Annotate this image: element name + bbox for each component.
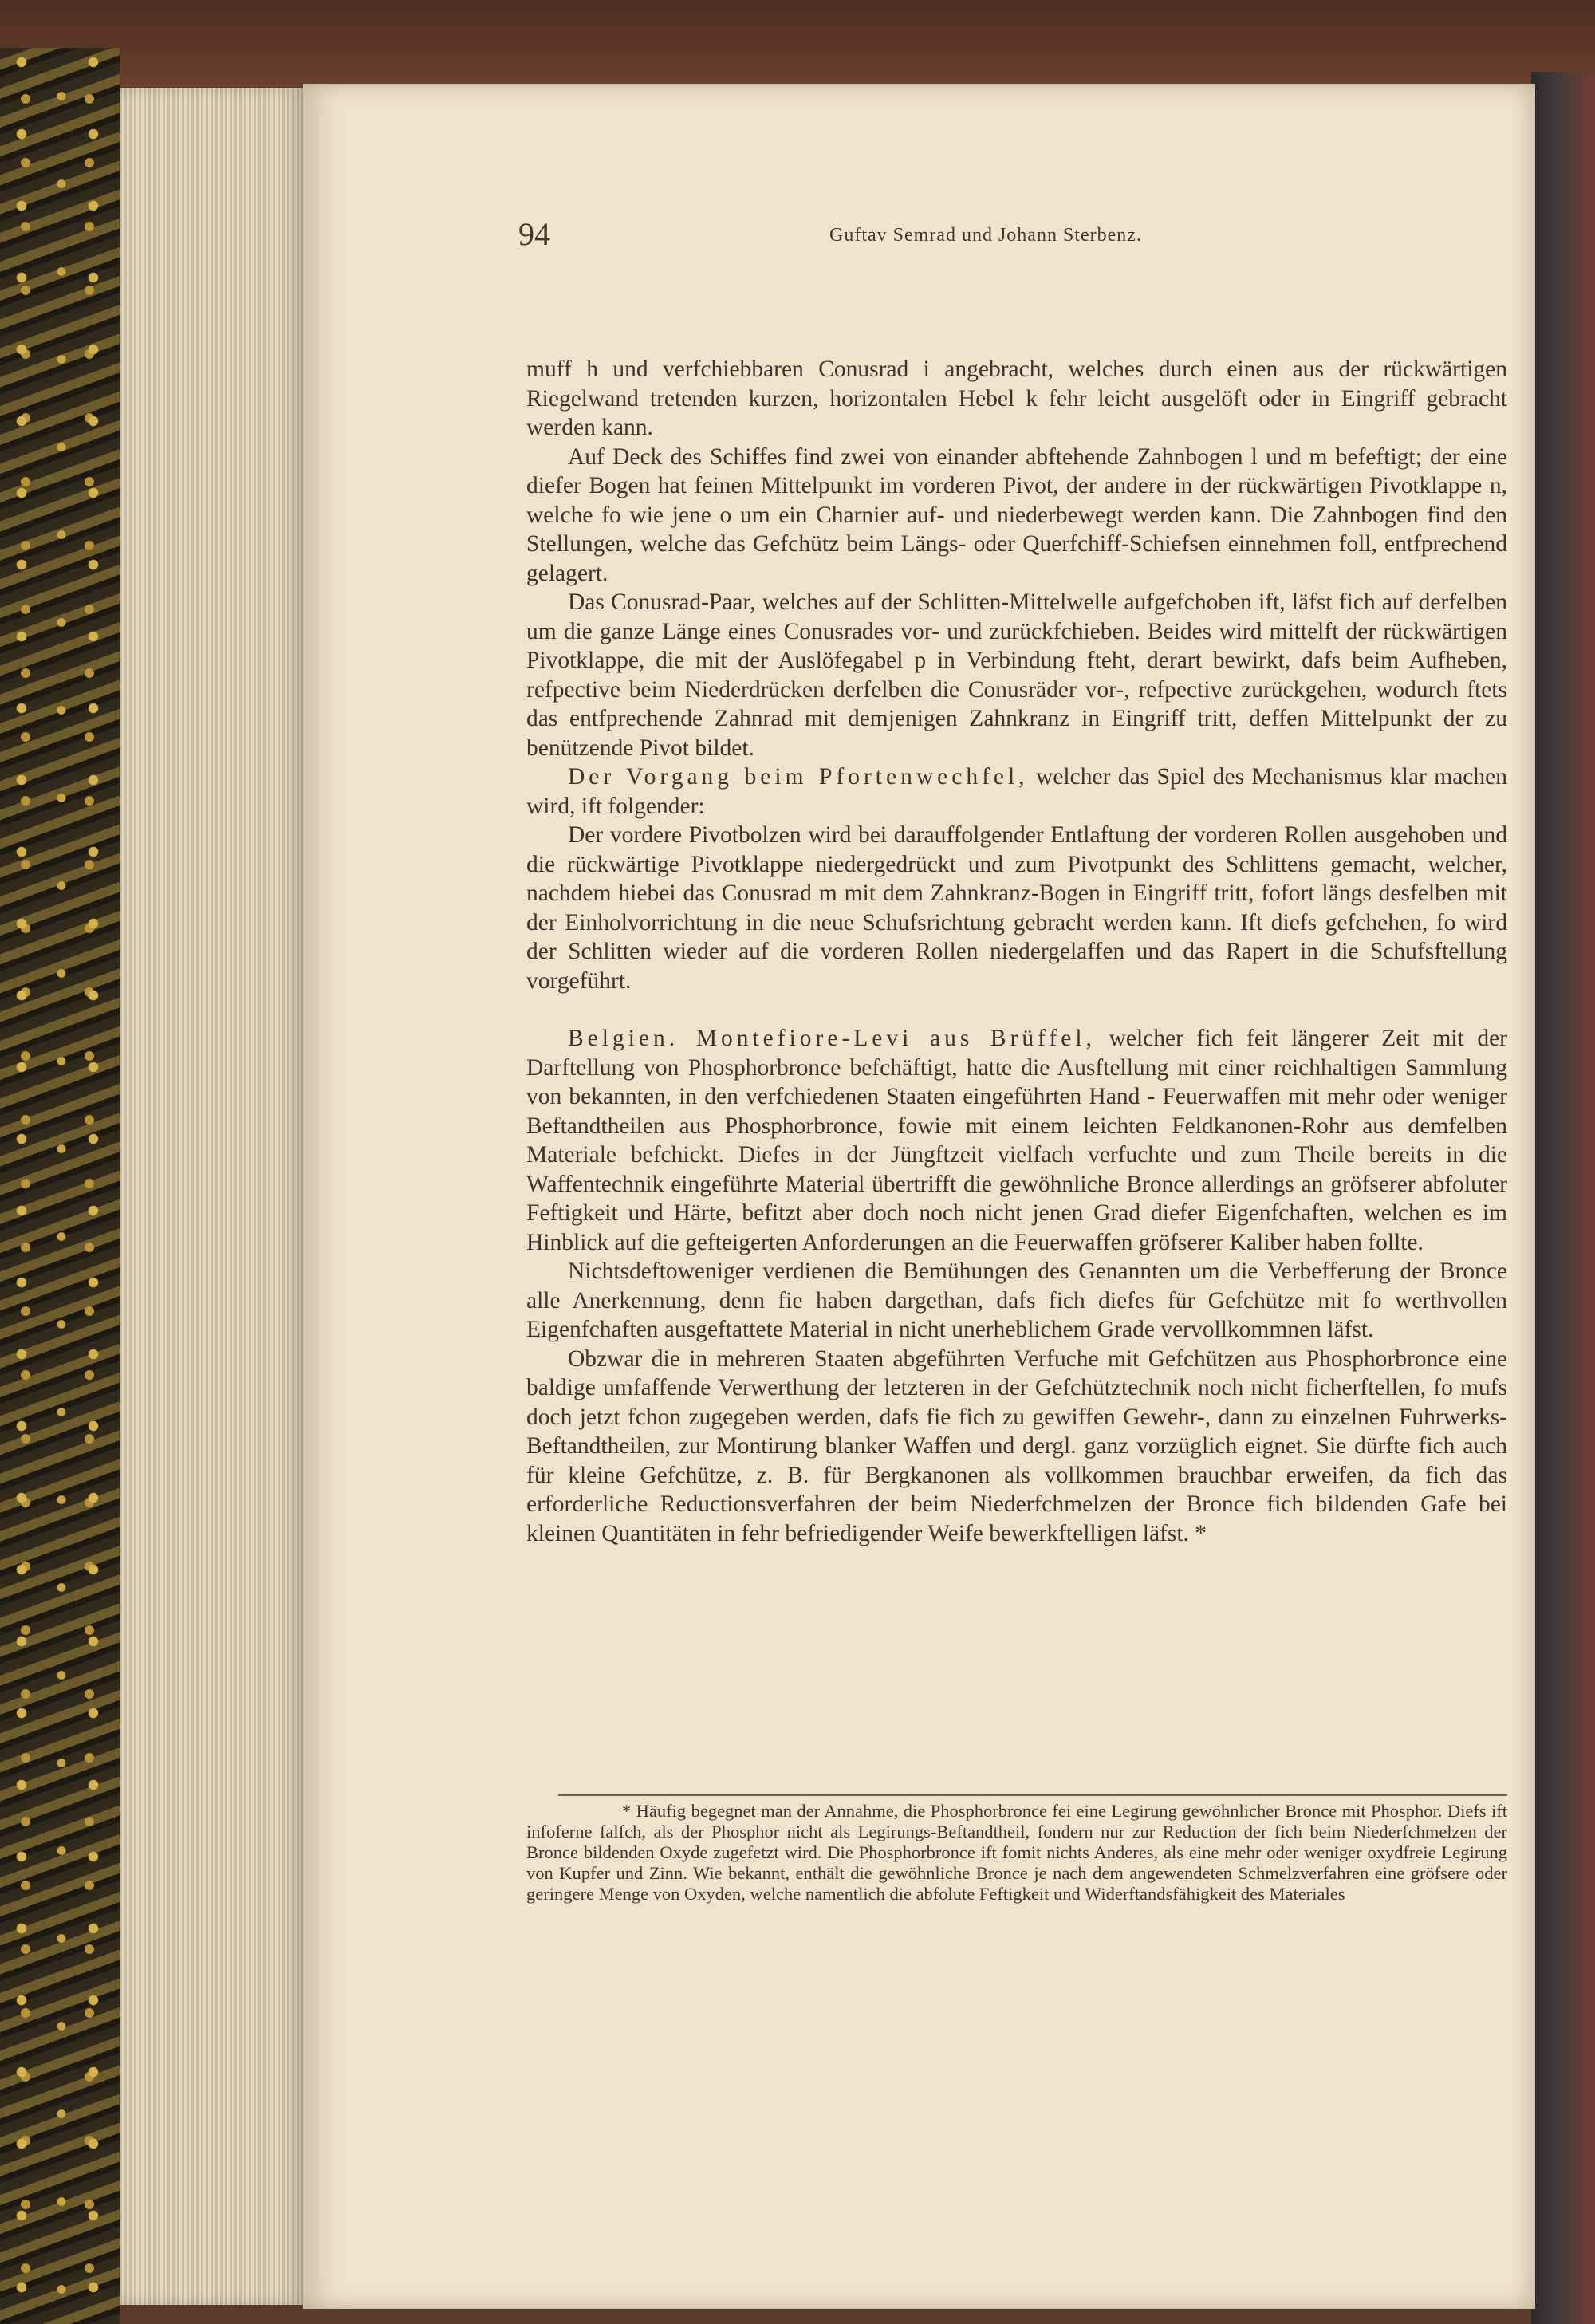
body-text (526, 355, 1507, 1548)
page-edges (120, 88, 303, 2305)
footnote-rule (558, 1794, 1507, 1796)
footnote-text: * Häufig begegnet man der Annahme, die Phosphorbronce fei eine Legirung gewöhnlicher Bronce mit Phosphor. Diefs ift infoferne falfch, als der Phosphor nicht als Legirungs-Beftandtheil, fondern nur zur Reduction der fich beim Niederfchmelzen der Bronce bildenden Oxyde zugefetzt wird. Die Phosphorbronce ift fomit nichts Anderes, als eine mehr oder weniger oxydfreie Legirung von Kupfer und Zinn. Wie bekannt, enthält die gewöhnliche Bronce je nach dem angewendeten Schmelzverfahren eine gröfsere oder geringere Menge von Oxyden, welche namentlich die abfolute Feftigkeit und Widerftandsfähigkeit des Materiales (526, 1801, 1507, 1904)
footnote (526, 1801, 1507, 1904)
running-head: Guftav Semrad und Johann Sterbenz. (829, 225, 1142, 246)
paragraph: Auf Deck des Schiffes find zwei von einander abftehende Zahnbogen l und m befeftigt; der eine diefer Bogen hat feinen Mittelpunkt im vorderen Pivot, der andere in der rückwärtigen Pivotklappe n, welche fo wie jene o um ein Charnier auf- und niederbewegt werden kann. Die Zahnbogen find den Stellungen, welche das Gefchütz beim Längs- oder Querfchiff-Schiefsen einnehmen foll, entfprechend gelagert. (526, 443, 1507, 586)
page-number: 94 (518, 216, 550, 252)
paragraph (526, 762, 1507, 821)
spaced-heading: Belgien. Montefiore-Levi aus Brüffel, (568, 1026, 1096, 1051)
paragraph-text: welcher fich feit längerer Zeit mit der Darftellung von Phosphorbronce befchäftigt, hatte die Ausftellung mit einer reichhaltigen Sammlung von bekannten, in den verfchiedenen Staaten eingeführten Hand - Feuerwaffen mit mehr oder weniger Beftandtheilen aus Phosphorbronce, fowie mit einem leichten Feldkanonen-Rohr aus demfelben Materiale befchickt. Diefes in der Jüngftzeit vielfach verfuchte und zum Theile bereits in die Waffentechnik eingeführte Material übertrifft die gewöhnliche Bronce allerdings an gröfserer abfoluter Feftigkeit und Härte, befitzt aber doch noch nicht jenen Grad diefer Eigenfchaften, welchen es im Hinblick auf die gefteigerten Anforderungen an die Feuerwaffen gröfserer Kaliber haben follte. (526, 1026, 1507, 1255)
spaced-heading: Der Vorgang beim Pfortenwechfel, (568, 764, 1029, 790)
paragraph: Nichtsdeftoweniger verdienen die Bemühungen des Genannten um die Verbefferung der Bronce alle Anerkennung, denn fie haben dargethan, dafs fich diefes für Gefchütze mit fo werthvollen Eigenfchaften ausgeftattete Material in nicht unerheblichem Grade vervollkommnen läfst. (526, 1259, 1507, 1342)
paragraph-text: welcher das Spiel des Mechanismus klar machen wird, ift folgender: (526, 764, 1507, 819)
paragraph: Das Conusrad-Paar, welches auf der Schlitten-Mittelwelle aufgefchoben ift, läfst fich auf derfelben um die ganze Länge eines Conusrades vor- und zurückfchieben. Beides wird mittelft der rückwärtigen Pivotklappe, die mit der Auslöfegabel p in Verbindung fteht, derart bewirkt, dafs beim Aufheben, refpective beim Niederdrücken derfelben die Conusräder vor-, refpective zurückgehen, wodurch ftets das entfprechende Zahnrad mit demjenigen Zahnkranz in Eingriff tritt, deffen Mittelpunkt der zu benützende Pivot bildet. (526, 589, 1507, 761)
marbled-edge (0, 48, 120, 2324)
page-header (518, 215, 1507, 255)
book-cover-right (1531, 72, 1595, 2324)
paragraph: Der vordere Pivotbolzen wird bei darauffolgender Entlaftung der vorderen Rollen ausgehoben und die rückwärtige Pivotklappe niedergedrückt und zum Pivotpunkt des Schlittens gemacht, welcher, nachdem hiebei das Conusrad m mit dem Zahnkranz-Bogen in Eingriff tritt, fofort längs desfelben mit der Einholvorrichtung in die neue Schufsrichtung gebracht werden kann. Ift diefs gefchehen, fo wird der Schlitten wieder auf die vorderen Rollen niedergelaffen und das Rapert in die Schufsftellung vorgeführt. (526, 822, 1507, 994)
paragraph (526, 1024, 1507, 1257)
paragraph: muff h und verfchiebbaren Conusrad i angebracht, welches durch einen aus der rückwärtigen Riegelwand tretenden kurzen, horizontalen Hebel k fehr leicht ausgelöft oder in Eingriff gebracht werden kann. (526, 356, 1507, 440)
paragraph: Obzwar die in mehreren Staaten abgeführten Verfuche mit Gefchützen aus Phosphorbronce eine baldige umfaffende Verwerthung der letzteren in der Gefchütztechnik noch nicht ficherftellen, fo mufs doch jetzt fchon zugegeben werden, dafs fie fich zu gewiffen Gewehr-, dann zu einzelnen Fuhrwerks-Beftandtheilen, zur Montirung blanker Waffen und dergl. ganz vorzüglich eignet. Sie dürfte fich auch für kleine Gefchütze, z. B. für Bergkanonen als vollkommen brauchbar erweifen, da fich das erforderliche Reductionsverfahren der beim Niederfchmelzen der Bronce fich bildenden Gafe bei kleinen Quantitäten in fehr befriedigender Weife bewerkftelligen läfst. * (526, 1345, 1507, 1546)
book-cover-top (0, 0, 1595, 88)
